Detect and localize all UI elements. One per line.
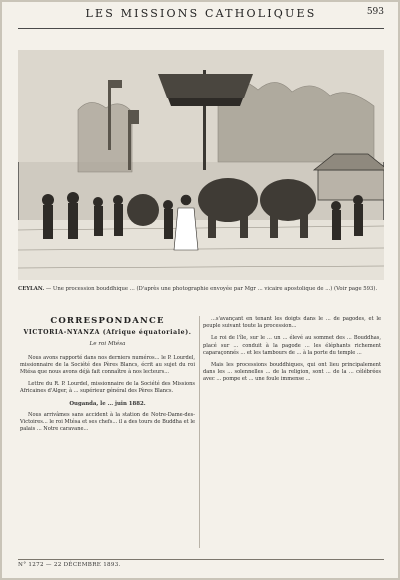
left-paragraph: Lettre du R. P. Lourdel, missionnaire de la Société des Missions Africaines d'Alger, à ... supérieur général des Pères Blancs. [20,381,195,395]
letter-dateline: Ouganda, le ... juin 1882. [69,400,146,407]
left-column [20,316,195,438]
italic-heading: Le roi Mtésa [89,341,126,348]
page-footer [18,559,384,574]
engraving-caption [18,286,384,293]
left-paragraph: Nous avons rapporté dans nos derniers numéros... le P. Lourdel, missionnaire de la Société des Pères Blancs, écrit au sujet du roi Mtésa que nous avons déjà fait connaître à nos lecteurs... [20,354,195,376]
right-paragraph: ...s'avançant en tenant les doigts dans le ... de pagodes, et le peuple suivant toute la procession... [203,316,381,330]
right-paragraph: Le roi de l'île, sur le ... un ... élevé au sommet des ... Bouddhas, placé sur ... conduit à la pagode ... les éléphants richement caparaçonnés ... et les tambours de ... à la porte du temple ... [203,335,381,356]
caption-place: CEYLAN. [18,286,45,292]
running-header [18,6,384,29]
left-paragraph: Nous arrivâmes sans accident à la station de Notre-Dame-des-Victoires... le roi Mtésa et ses chefs... il a des tours de Buddha et le palais ... Notre caravane... [20,411,195,433]
column-divider [199,316,200,548]
right-paragraph: Mais les processions bouddhiques, qui ont lieu principalement dans les ... solennelles ... de la religion, sont ... de la ... célébrées avec ... pompe et ... une foule immense ... [203,362,381,383]
page-number: 593 [366,7,384,17]
caption-text: — Une procession bouddhique ... (D'après une photographie envoyée par Mgr ... vicaire apostolique de ...) (Voir page 593). [45,286,378,292]
section-subtitle: VICTORIA-NYANZA (Afrique équatoriale). [23,329,192,337]
journal-title: LES MISSIONS CATHOLIQUES [85,7,317,20]
section-title: CORRESPONDANCE [50,316,165,326]
procession-engraving [18,50,384,280]
issue-line: N° 1272 — 22 DÉCEMBRE 1893. [18,562,121,568]
right-column [203,316,381,389]
